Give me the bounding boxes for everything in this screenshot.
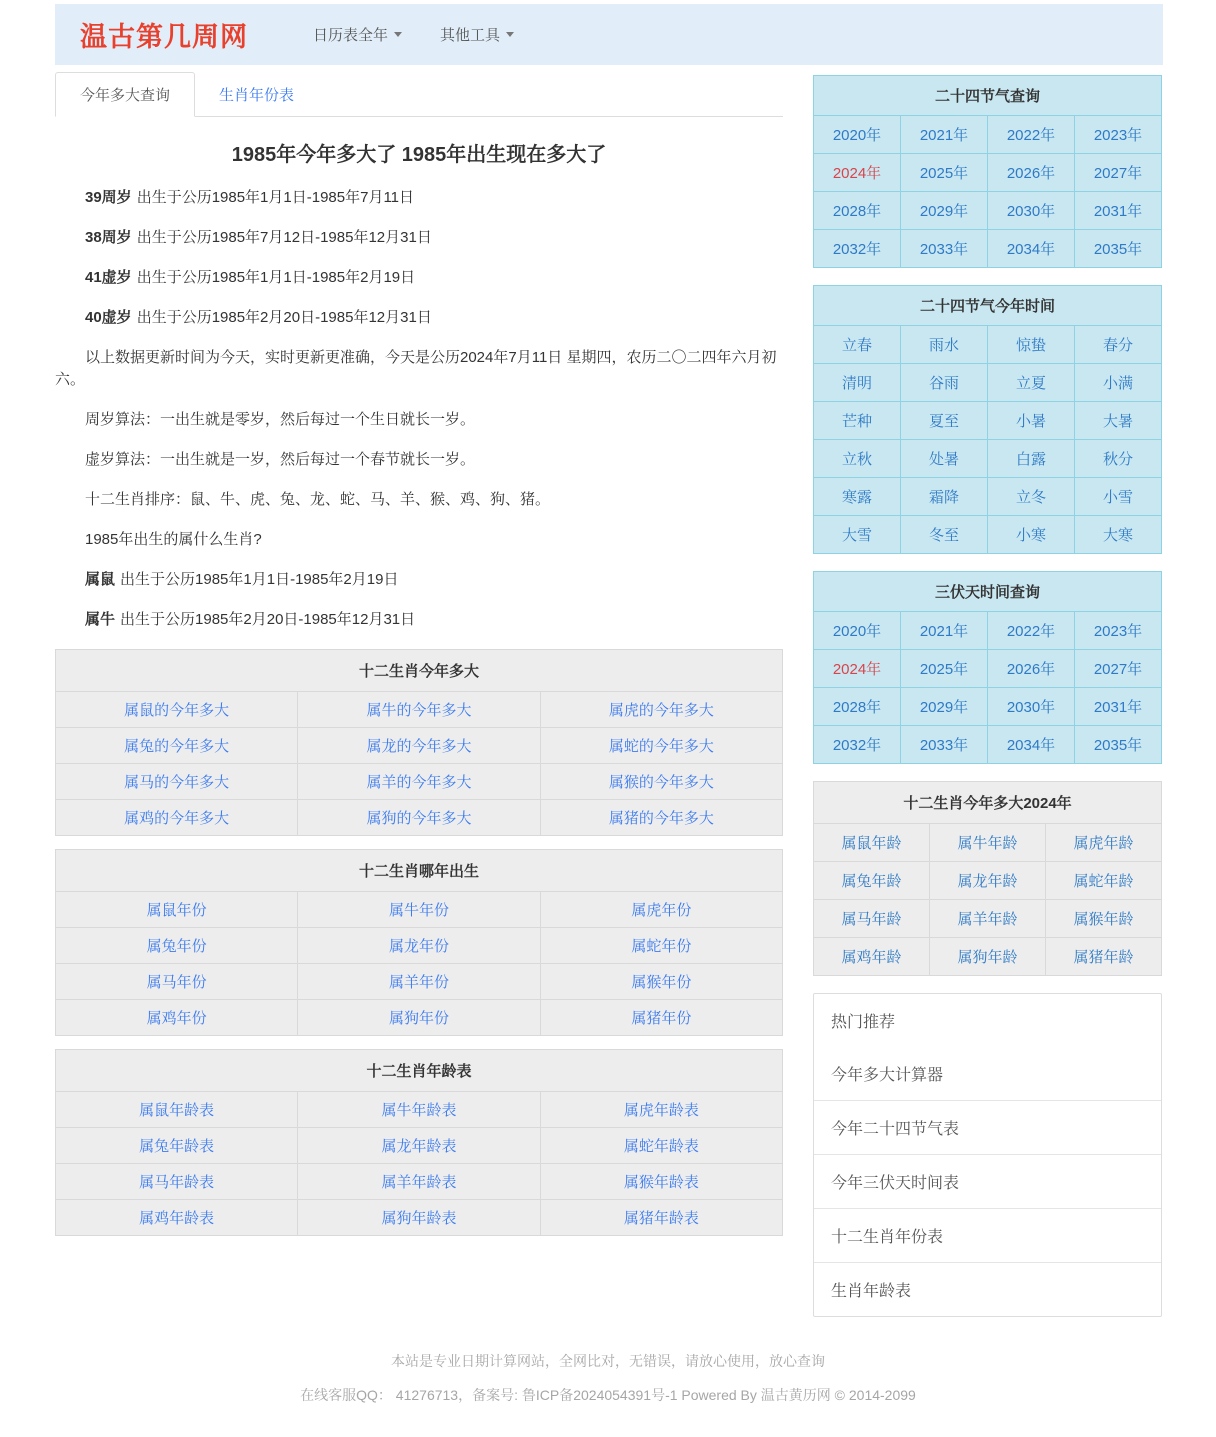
box-title: 二十四节气查询 xyxy=(814,76,1161,115)
age-line: 40虚岁 出生于公历1985年2月20日-1985年12月31日 xyxy=(85,309,432,326)
site-footer xyxy=(0,1351,1216,1437)
year-link[interactable]: 2026年 xyxy=(988,154,1074,191)
year-link[interactable]: 2023年 xyxy=(1075,612,1161,649)
site-logo[interactable]: 温古第几周网 xyxy=(80,22,248,52)
box-title: 二十四节气今年时间 xyxy=(814,286,1161,325)
table-grid xyxy=(56,892,782,1035)
age-line: 39周岁 出生于公历1985年1月1日-1985年7月11日 xyxy=(85,189,415,206)
sidebar xyxy=(813,75,1162,1317)
zodiac-age-table-link[interactable]: 属牛年龄表 xyxy=(298,1092,539,1127)
table-title: 十二生肖今年多大 xyxy=(56,650,782,691)
solar-term-link[interactable]: 冬至 xyxy=(901,516,987,553)
main-column xyxy=(55,75,783,1317)
zodiac-age-table-link[interactable]: 属兔年龄表 xyxy=(56,1128,297,1163)
age-label: 39周岁 xyxy=(85,189,132,206)
zodiac-year-link[interactable]: 属兔年份 xyxy=(56,928,297,963)
zodiac-year-link[interactable]: 属鸡年份 xyxy=(56,1000,297,1035)
chevron-down-icon xyxy=(394,32,402,37)
zodiac-year-link[interactable]: 属马年份 xyxy=(56,964,297,999)
solar-term-link[interactable]: 清明 xyxy=(814,364,900,401)
table-zodiac-age-links xyxy=(55,649,783,836)
box-title: 三伏天时间查询 xyxy=(814,572,1161,611)
solar-term-link[interactable]: 小满 xyxy=(1075,364,1161,401)
zodiac-year-link[interactable]: 属狗年份 xyxy=(298,1000,539,1035)
year-link[interactable]: 2032年 xyxy=(814,726,900,763)
years-grid xyxy=(814,116,1161,267)
year-link[interactable]: 2033年 xyxy=(901,726,987,763)
zodiac-age-link[interactable]: 属狗的今年多大 xyxy=(298,800,539,835)
year-link[interactable]: 2021年 xyxy=(901,612,987,649)
table-grid xyxy=(56,692,782,835)
zodiac-age-link[interactable]: 属虎的今年多大 xyxy=(541,692,782,727)
zodiac-age-link[interactable]: 属鼠的今年多大 xyxy=(56,692,297,727)
main-nav xyxy=(313,24,514,45)
year-link[interactable]: 2022年 xyxy=(988,612,1074,649)
solar-term-link[interactable]: 小暑 xyxy=(988,402,1074,439)
update-note: 以上数据更新时间为今天，实时更新更准确，今天是公历2024年7月11日 星期四，农历二〇二四年六月初六。 xyxy=(55,349,777,388)
zodiac-line: 属鼠 出生于公历1985年1月1日-1985年2月19日 xyxy=(85,571,399,588)
solar-term-link[interactable]: 春分 xyxy=(1075,326,1161,363)
zodiac-age-table-link[interactable]: 属鼠年龄表 xyxy=(56,1092,297,1127)
solar-term-link[interactable]: 大暑 xyxy=(1075,402,1161,439)
zodiac-age-table-link[interactable]: 属猴年龄表 xyxy=(541,1164,782,1199)
year-link[interactable]: 2028年 xyxy=(814,688,900,725)
zodiac-age-link[interactable]: 属狗年龄 xyxy=(930,938,1045,975)
hot-recommend-list xyxy=(814,1047,1161,1316)
solar-term-link[interactable]: 夏至 xyxy=(901,402,987,439)
nav-calendar-label: 日历表全年 xyxy=(313,27,389,44)
zodiac-age-link[interactable]: 属鸡年龄 xyxy=(814,938,929,975)
solar-term-link[interactable]: 芒种 xyxy=(814,402,900,439)
zodiac-year-link[interactable]: 属龙年份 xyxy=(298,928,539,963)
zodiac-age-link[interactable]: 属蛇的今年多大 xyxy=(541,728,782,763)
year-link[interactable]: 2027年 xyxy=(1075,154,1161,191)
zodiac-question: 1985年出生的属什么生肖? xyxy=(85,531,262,548)
zodiac-age-link[interactable]: 属猪年龄 xyxy=(1046,938,1161,975)
hot-recommend-box xyxy=(813,993,1162,1317)
year-link[interactable]: 2025年 xyxy=(901,154,987,191)
solar-term-link[interactable]: 寒露 xyxy=(814,478,900,515)
solar-term-link[interactable]: 白露 xyxy=(988,440,1074,477)
nav-tools-dropdown[interactable] xyxy=(440,24,514,45)
zodiac-age-link[interactable]: 属猪的今年多大 xyxy=(541,800,782,835)
box-title: 十二生肖今年多大2024年 xyxy=(814,782,1161,823)
zodiac-age-link[interactable]: 属兔年龄 xyxy=(814,862,929,899)
year-link[interactable]: 2025年 xyxy=(901,650,987,687)
hot-recommend-item[interactable]: 今年多大计算器 xyxy=(831,1067,944,1084)
zodiac-year-link[interactable]: 属猴年份 xyxy=(541,964,782,999)
solar-term-link[interactable]: 惊蛰 xyxy=(988,326,1074,363)
site-header xyxy=(55,4,1163,65)
year-link[interactable]: 2024年 xyxy=(814,154,900,191)
year-link[interactable]: 2024年 xyxy=(814,650,900,687)
zodiac-age-link[interactable]: 属龙的今年多大 xyxy=(298,728,539,763)
tab-bar xyxy=(55,75,783,117)
zodiac-age-table-link[interactable]: 属马年龄表 xyxy=(56,1164,297,1199)
zodiac-age-table-link[interactable]: 属龙年龄表 xyxy=(298,1128,539,1163)
zodiac-age-link[interactable]: 属马的今年多大 xyxy=(56,764,297,799)
year-link[interactable]: 2029年 xyxy=(901,192,987,229)
year-link[interactable]: 2033年 xyxy=(901,230,987,267)
zodiac-age-table-link[interactable]: 属鸡年龄表 xyxy=(56,1200,297,1235)
zodiac-age-grid xyxy=(814,824,1161,975)
solar-term-link[interactable]: 雨水 xyxy=(901,326,987,363)
year-link[interactable]: 2023年 xyxy=(1075,116,1161,153)
zodiac-year-link[interactable]: 属羊年份 xyxy=(298,964,539,999)
hot-recommend-item[interactable]: 今年二十四节气表 xyxy=(814,1100,1161,1154)
table-grid xyxy=(56,1092,782,1235)
tab-age-query[interactable]: 今年多大查询 xyxy=(55,72,195,117)
sanfu-query-box xyxy=(813,571,1162,764)
zodiac-age-link[interactable]: 属马年龄 xyxy=(814,900,929,937)
year-link[interactable]: 2031年 xyxy=(1075,192,1161,229)
zodiac-age-table-link[interactable]: 属狗年龄表 xyxy=(298,1200,539,1235)
footer-line-2: 在线客服QQ： 41276713，备案号: 鲁ICP备2024054391号-1 Powered By 温古黄历网 © 2014-2099 xyxy=(300,1387,916,1403)
zodiac-year-link[interactable]: 属蛇年份 xyxy=(541,928,782,963)
year-link[interactable]: 2029年 xyxy=(901,688,987,725)
year-link[interactable]: 2020年 xyxy=(814,116,900,153)
zodiac-age-link[interactable]: 属羊年龄 xyxy=(930,900,1045,937)
zodiac-year-link[interactable]: 属猪年份 xyxy=(541,1000,782,1035)
table-title: 十二生肖哪年出生 xyxy=(56,850,782,891)
age-label: 40虚岁 xyxy=(85,309,132,326)
solar-term-link[interactable]: 立冬 xyxy=(988,478,1074,515)
zodiac-age-link[interactable]: 属羊的今年多大 xyxy=(298,764,539,799)
chevron-down-icon xyxy=(506,32,514,37)
age-line: 38周岁 出生于公历1985年7月12日-1985年12月31日 xyxy=(85,229,432,246)
zodiac-age-table-link[interactable]: 属猪年龄表 xyxy=(541,1200,782,1235)
solar-term-link[interactable]: 秋分 xyxy=(1075,440,1161,477)
solar-term-link[interactable]: 小雪 xyxy=(1075,478,1161,515)
solar-term-link[interactable]: 谷雨 xyxy=(901,364,987,401)
zodiac-age-link[interactable]: 属牛年龄 xyxy=(930,824,1045,861)
solar-term-link[interactable]: 小寒 xyxy=(988,516,1074,553)
year-link[interactable]: 2034年 xyxy=(988,726,1074,763)
zhousui-note: 周岁算法：一出生就是零岁，然后每过一个生日就长一岁。 xyxy=(85,411,476,428)
zodiac-year-link[interactable]: 属鼠年份 xyxy=(56,892,297,927)
page-container xyxy=(48,0,1168,1317)
age-label: 38周岁 xyxy=(85,229,132,246)
zodiac-age-table-link[interactable]: 属虎年龄表 xyxy=(541,1092,782,1127)
years-grid xyxy=(814,612,1161,763)
zodiac-age-link[interactable]: 属猴年龄 xyxy=(1046,900,1161,937)
zodiac-line: 属牛 出生于公历1985年2月20日-1985年12月31日 xyxy=(85,611,416,628)
zodiac-order-note: 十二生肖排序：鼠、牛、虎、兔、龙、蛇、马、羊、猴、鸡、狗、猪。 xyxy=(85,491,551,508)
solar-term-link[interactable]: 处暑 xyxy=(901,440,987,477)
year-link[interactable]: 2027年 xyxy=(1075,650,1161,687)
hot-recommend-item[interactable]: 今年三伏天时间表 xyxy=(814,1154,1161,1208)
zodiac-age-link[interactable]: 属牛的今年多大 xyxy=(298,692,539,727)
hot-recommend-title: 热门推荐 xyxy=(831,1014,896,1031)
table-zodiac-age-tables xyxy=(55,1049,783,1236)
year-link[interactable]: 2035年 xyxy=(1075,726,1161,763)
table-zodiac-birth-years xyxy=(55,849,783,1036)
solar-term-link[interactable]: 立秋 xyxy=(814,440,900,477)
zodiac-age-table-link[interactable]: 属羊年龄表 xyxy=(298,1164,539,1199)
zodiac-age-link[interactable]: 属虎年龄 xyxy=(1046,824,1161,861)
solar-term-link[interactable]: 立夏 xyxy=(988,364,1074,401)
age-label: 41虚岁 xyxy=(85,269,132,286)
solar-term-link[interactable]: 立春 xyxy=(814,326,900,363)
year-link[interactable]: 2028年 xyxy=(814,192,900,229)
zodiac-label: 属鼠 xyxy=(85,571,116,588)
solar-terms-time-box xyxy=(813,285,1162,554)
age-line: 41虚岁 出生于公历1985年1月1日-1985年2月19日 xyxy=(85,269,416,286)
terms-grid xyxy=(814,326,1161,553)
zodiac-age-link[interactable]: 属蛇年龄 xyxy=(1046,862,1161,899)
zodiac-year-link[interactable]: 属虎年份 xyxy=(541,892,782,927)
zodiac-age-link[interactable]: 属鸡的今年多大 xyxy=(56,800,297,835)
year-link[interactable]: 2020年 xyxy=(814,612,900,649)
zodiac-label: 属牛 xyxy=(85,611,116,628)
tab-zodiac-years[interactable]: 生肖年份表 xyxy=(219,87,295,104)
nav-calendar-dropdown[interactable] xyxy=(313,24,402,45)
year-link[interactable]: 2035年 xyxy=(1075,230,1161,267)
year-link[interactable]: 2022年 xyxy=(988,116,1074,153)
hot-recommend-item[interactable]: 生肖年龄表 xyxy=(814,1262,1161,1316)
xusui-note: 虚岁算法：一出生就是一岁，然后每过一个春节就长一岁。 xyxy=(85,451,476,468)
zodiac-age-table-link[interactable]: 属蛇年龄表 xyxy=(541,1128,782,1163)
solar-terms-query-box xyxy=(813,75,1162,268)
year-link[interactable]: 2021年 xyxy=(901,116,987,153)
zodiac-year-link[interactable]: 属牛年份 xyxy=(298,892,539,927)
table-title: 十二生肖年龄表 xyxy=(56,1050,782,1091)
solar-term-link[interactable]: 大寒 xyxy=(1075,516,1161,553)
year-link[interactable]: 2031年 xyxy=(1075,688,1161,725)
year-link[interactable]: 2026年 xyxy=(988,650,1074,687)
footer-line-1: 本站是专业日期计算网站，全网比对，无错误，请放心使用，放心查询 xyxy=(391,1353,825,1369)
hot-recommend-item[interactable]: 十二生肖年份表 xyxy=(814,1208,1161,1262)
content-row xyxy=(48,75,1168,1317)
zodiac-age-link[interactable]: 属猴的今年多大 xyxy=(541,764,782,799)
zodiac-age-link[interactable]: 属兔的今年多大 xyxy=(56,728,297,763)
year-link[interactable]: 2030年 xyxy=(988,192,1074,229)
zodiac-age-link[interactable]: 属龙年龄 xyxy=(930,862,1045,899)
solar-term-link[interactable]: 霜降 xyxy=(901,478,987,515)
nav-tools-label: 其他工具 xyxy=(440,27,501,44)
zodiac-age-link[interactable]: 属鼠年龄 xyxy=(814,824,929,861)
year-link[interactable]: 2032年 xyxy=(814,230,900,267)
year-link[interactable]: 2034年 xyxy=(988,230,1074,267)
solar-term-link[interactable]: 大雪 xyxy=(814,516,900,553)
year-link[interactable]: 2030年 xyxy=(988,688,1074,725)
page-title: 1985年今年多大了 1985年出生现在多大了 xyxy=(231,144,607,166)
zodiac-age-2024-box xyxy=(813,781,1162,976)
